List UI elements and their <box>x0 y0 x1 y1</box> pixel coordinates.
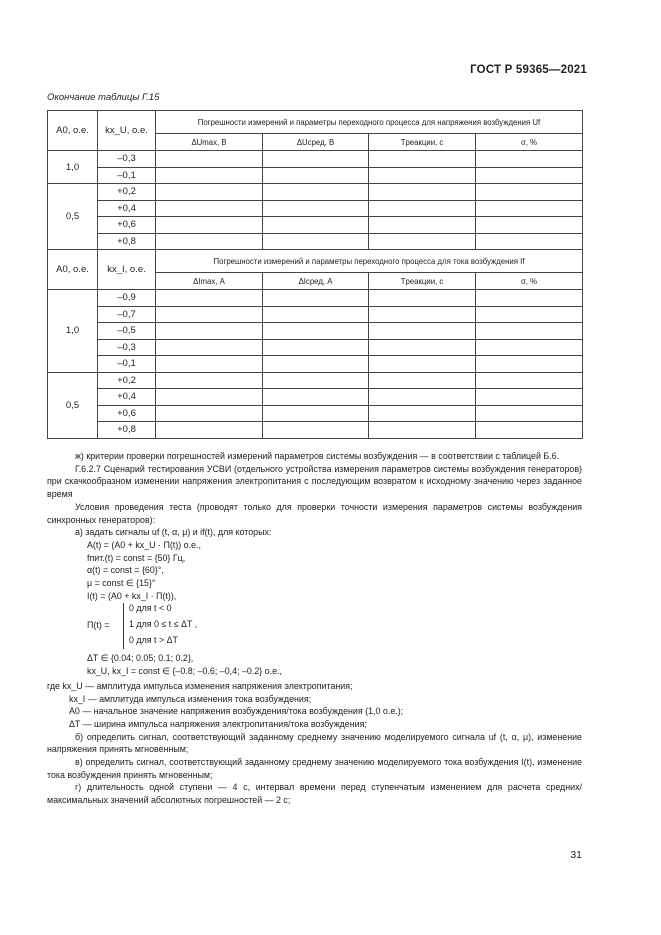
a0-value: 0,5 <box>48 372 98 438</box>
formula-current: I(t) = (A0 + kx_I · Π(t)), <box>87 590 177 601</box>
formula-amplitude: A(t) = (A0 + kx_U · Π(t)) о.е., <box>87 539 201 550</box>
measurement-table <box>47 110 583 439</box>
k-value: –0,5 <box>98 323 156 340</box>
empty-cell <box>369 167 476 184</box>
empty-cell <box>369 339 476 356</box>
empty-cell <box>156 422 263 439</box>
k-value: +0,2 <box>98 372 156 389</box>
k-value: +0,4 <box>98 389 156 406</box>
paragraph-c: в) определить сигнал, соответствующий заданному среднему значению моделируемого тока возбуждения I(t), изменение тока возбуждения принять мгновенным; <box>47 757 582 780</box>
legend-block <box>47 680 582 731</box>
table-row <box>48 405 583 422</box>
empty-cell <box>263 389 369 406</box>
sub-header: ΔIсред, А <box>263 273 369 290</box>
empty-cell <box>369 290 476 307</box>
table-row <box>48 290 583 307</box>
legend-kxi: kx_I — амплитуда импульса изменения тока возбуждения; <box>69 693 312 704</box>
piecewise-formula <box>47 602 582 652</box>
formula-k-values: kx_U, kx_I = const ∈ {–0.8; –0.6; –0,4; –0.2} о.е., <box>87 666 282 677</box>
k-value: +0,8 <box>98 422 156 439</box>
sub-header: Tреакции, с <box>369 273 476 290</box>
empty-cell <box>369 405 476 422</box>
empty-cell <box>156 200 263 217</box>
empty-cell <box>476 405 583 422</box>
sub-header: σ, % <box>476 273 583 290</box>
k-value: –0,9 <box>98 290 156 307</box>
empty-cell <box>156 167 263 184</box>
empty-cell <box>476 389 583 406</box>
k-value: +0,8 <box>98 233 156 250</box>
k-value: –0,1 <box>98 356 156 373</box>
empty-cell <box>263 167 369 184</box>
k-value: +0,6 <box>98 405 156 422</box>
empty-cell <box>476 339 583 356</box>
table-row <box>48 217 583 234</box>
k-value: +0,6 <box>98 217 156 234</box>
table-row <box>48 233 583 250</box>
k-value: –0,1 <box>98 167 156 184</box>
k-value: –0,3 <box>98 151 156 168</box>
empty-cell <box>369 389 476 406</box>
empty-cell <box>156 356 263 373</box>
empty-cell <box>476 184 583 201</box>
empty-cell <box>476 233 583 250</box>
paragraph-b: б) определить сигнал, соответствующий заданному среднему значению моделируемого сигнала uf (t, α, μ), изменение напряжения принять мгновенным; <box>47 731 582 755</box>
column-header-k: kx_U, о.е. <box>98 111 156 151</box>
empty-cell <box>369 372 476 389</box>
column-header-a0: A0, о.е. <box>48 111 98 151</box>
column-header-a0: A0, о.е. <box>48 250 98 290</box>
empty-cell <box>263 405 369 422</box>
sub-header: Tреакции, с <box>369 134 476 151</box>
empty-cell <box>156 405 263 422</box>
empty-cell <box>263 356 369 373</box>
piecewise-case-1: 0 для t < 0 <box>129 603 172 614</box>
empty-cell <box>476 356 583 373</box>
sub-header: σ, % <box>476 134 583 151</box>
paragraph-signals: а) задать сигналы uf (t, α, μ) и if(t), для которых: <box>75 527 272 538</box>
group-header: Погрешности измерений и параметры переходного процесса для тока возбуждения If <box>156 250 583 273</box>
empty-cell <box>263 184 369 201</box>
formula-alpha: α(t) = const = {60}°, <box>87 565 164 576</box>
table-row <box>48 422 583 439</box>
table-row <box>48 323 583 340</box>
formula-mu: μ = const ∈ {15}° <box>87 578 156 589</box>
sub-header: ΔUсред, В <box>263 134 369 151</box>
empty-cell <box>476 372 583 389</box>
sub-header: ΔUmax, В <box>156 134 263 151</box>
table-row <box>48 184 583 201</box>
empty-cell <box>476 167 583 184</box>
table-row <box>48 389 583 406</box>
table-row <box>48 167 583 184</box>
empty-cell <box>476 422 583 439</box>
legend-a0: A0 — начальное значение напряжения возбуждения/тока возбуждения (1,0 о.е.); <box>69 706 404 717</box>
empty-cell <box>476 200 583 217</box>
empty-cell <box>263 422 369 439</box>
body-text <box>47 450 582 807</box>
empty-cell <box>156 389 263 406</box>
empty-cell <box>369 306 476 323</box>
k-value: +0,4 <box>98 200 156 217</box>
empty-cell <box>263 233 369 250</box>
table-row <box>48 339 583 356</box>
legend-kxu: где kx_U — амплитуда импульса изменения напряжения электропитания; <box>47 680 353 691</box>
empty-cell <box>263 323 369 340</box>
empty-cell <box>263 151 369 168</box>
formula-frequency: fпит.(t) = const = {50} Гц, <box>87 552 186 563</box>
empty-cell <box>369 323 476 340</box>
k-value: +0,2 <box>98 184 156 201</box>
empty-cell <box>369 200 476 217</box>
empty-cell <box>476 323 583 340</box>
empty-cell <box>263 339 369 356</box>
document-code: ГОСТ Р 59365—2021 <box>470 64 587 76</box>
table-row <box>48 151 583 168</box>
paragraph-criteria: ж) критерии проверки погрешностей измерений параметров системы возбуждения — в соответствии с таблицей Б.6. <box>75 451 560 461</box>
a0-value: 1,0 <box>48 151 98 184</box>
empty-cell <box>156 339 263 356</box>
group-header: Погрешности измерений и параметры переходного процесса для напряжения возбуждения Uf <box>156 111 583 134</box>
piecewise-case-2: 1 для 0 ≤ t ≤ ΔT , <box>129 619 198 630</box>
a0-value: 0,5 <box>48 184 98 250</box>
table-caption: Окончание таблицы Г.15 <box>47 92 160 103</box>
empty-cell <box>369 184 476 201</box>
empty-cell <box>369 217 476 234</box>
table-row <box>48 200 583 217</box>
empty-cell <box>156 184 263 201</box>
empty-cell <box>156 151 263 168</box>
empty-cell <box>369 422 476 439</box>
piecewise-case-3: 0 для t > ΔT <box>129 635 178 646</box>
piecewise-label: Π(t) = <box>87 620 110 631</box>
empty-cell <box>476 306 583 323</box>
empty-cell <box>369 356 476 373</box>
empty-cell <box>156 372 263 389</box>
empty-cell <box>263 306 369 323</box>
sub-header: ΔImax, А <box>156 273 263 290</box>
empty-cell <box>156 290 263 307</box>
empty-cell <box>263 217 369 234</box>
table-row <box>48 306 583 323</box>
empty-cell <box>263 372 369 389</box>
column-header-k: kx_I, о.е. <box>98 250 156 290</box>
empty-cell <box>369 233 476 250</box>
page-number: 31 <box>570 849 582 861</box>
empty-cell <box>156 306 263 323</box>
empty-cell <box>263 200 369 217</box>
empty-cell <box>156 217 263 234</box>
section-heading: Г.6.2.7 Сценарий тестирования УСВИ (отдельного устройства измерения параметров системы возбуждения генераторов) при скачкообразном изменении напряжения электропитания с последующим возвратом к исходному значению через заданное время <box>47 463 582 500</box>
empty-cell <box>369 151 476 168</box>
empty-cell <box>476 217 583 234</box>
k-value: –0,7 <box>98 306 156 323</box>
empty-cell <box>156 323 263 340</box>
table-row <box>48 356 583 373</box>
empty-cell <box>476 151 583 168</box>
legend-delta-t: ΔT — ширина импульса напряжения электропитания/тока возбуждения; <box>69 718 367 729</box>
empty-cell <box>476 290 583 307</box>
a0-value: 1,0 <box>48 290 98 373</box>
empty-cell <box>263 290 369 307</box>
paragraph-conditions: Условия проведения теста (проводят только для проверки точности измерения параметров системы возбуждения синхронных генераторов): <box>47 501 582 525</box>
table-row <box>48 372 583 389</box>
empty-cell <box>156 233 263 250</box>
k-value: –0,3 <box>98 339 156 356</box>
formula-delta-t: ΔT ∈ {0.04; 0.05; 0.1; 0.2}, <box>87 653 194 664</box>
paragraph-d: г) длительность одной ступени — 4 с, интервал времени перед ступенчатым изменением для расчета средних/максимальных значений абсолютных погрешностей — 2 с; <box>47 782 582 806</box>
